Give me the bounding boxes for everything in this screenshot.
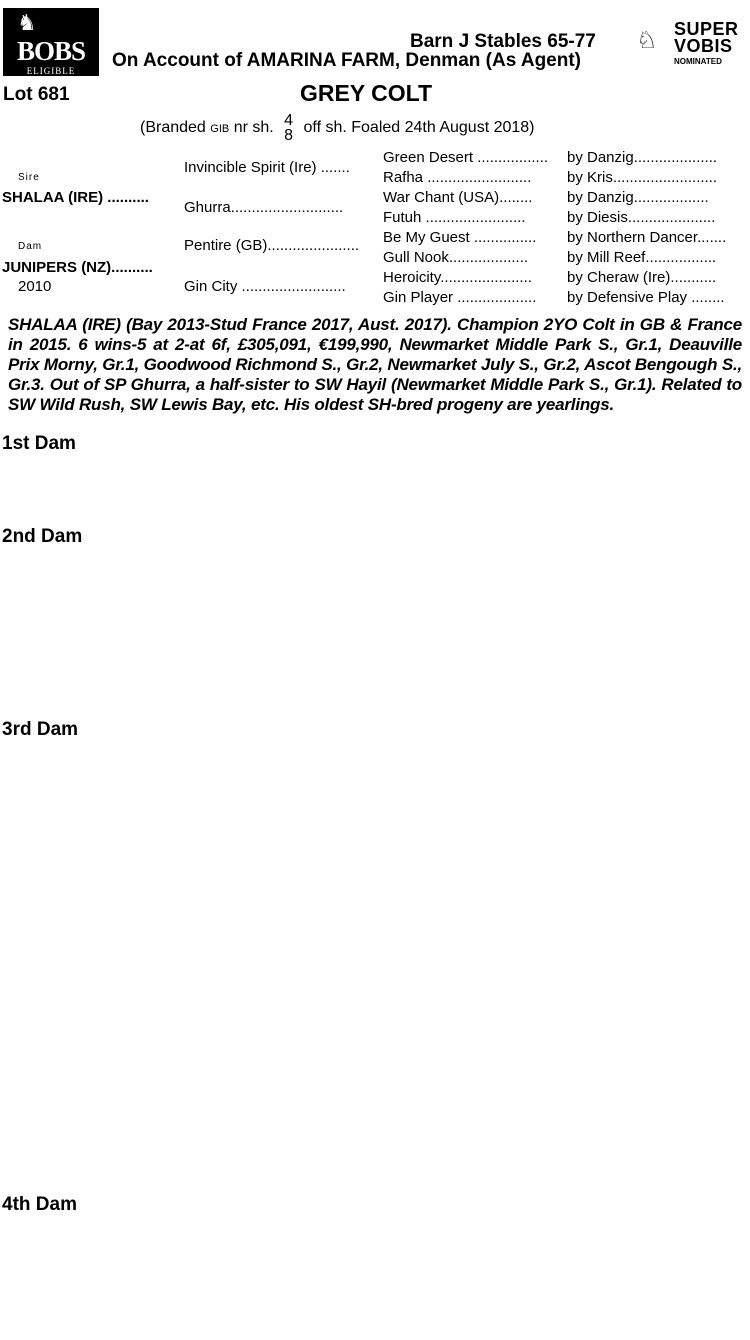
pedigree-g3-3: War Chant (USA)........ [383,189,533,206]
brand-suffix: off sh. Foaled 24th August 2018) [303,119,535,137]
dam-foaled-year: 2010 [18,278,52,295]
brand-near-shoulder: nr sh. [233,119,274,137]
pedigree-g3-2: Rafha ......................... [383,169,532,186]
pedigree-g3-6: Gull Nook................... [383,249,529,266]
brand-numerator: 4 [284,112,294,129]
pedigree-dam-sire: Pentire (GB)...................... [184,237,360,254]
pedigree-g3-4: Futuh ........................ [383,209,526,226]
stable-location: Barn J Stables 65-77 [410,31,596,52]
pedigree-g3-8: Gin Player ................... [383,289,537,306]
pedigree-g3-7: Heroicity...................... [383,269,532,286]
pedigree-g4-2: by Kris......................... [567,169,718,186]
horse-head-icon: ♘ [636,27,658,54]
section-heading-1st-dam: 1st Dam [2,433,76,454]
super-vobis-badge [636,20,746,68]
pedigree-granddam: Ghurra........................... [184,199,344,216]
horse-icon: ♞ [17,10,37,35]
bobs-eligible-logo [3,8,99,76]
brand-mark: GIB [210,123,230,136]
vendor-account: On Account of AMARINA FARM, Denman (As Agent) [112,50,581,71]
pedigree-grandsire: Invincible Spirit (Ire) ....... [184,159,350,176]
pedigree-g3-1: Green Desert ................. [383,149,549,166]
pedigree-g4-6: by Mill Reef................. [567,249,717,266]
badge-line-2: VOBIS [674,36,733,56]
brand-prefix: (Branded [140,119,206,137]
pedigree-g4-7: by Cheraw (Ire)........... [567,269,717,286]
lot-number: Lot 681 [3,84,70,105]
pedigree-g4-5: by Northern Dancer....... [567,229,727,246]
badge-line-1: SUPER [674,19,739,39]
pedigree-dam-dam: Gin City ......................... [184,278,346,295]
sire-label: Sire [18,172,40,183]
section-heading-4th-dam: 4th Dam [2,1194,77,1215]
brand-denominator: 8 [284,127,294,144]
dam-name: JUNIPERS (NZ).......... [2,259,153,276]
pedigree-g4-4: by Diesis..................... [567,209,716,226]
pedigree-g4-1: by Danzig.................... [567,149,718,166]
section-heading-2nd-dam: 2nd Dam [2,526,83,547]
logo-text: BOBS [16,36,86,66]
brand-details [140,113,535,143]
dam-label: Dam [18,241,43,252]
sire-biography: SHALAA (IRE) (Bay 2013-Stud France 2017, Aust. 2017). Champion 2YO Colt in GB & France in 2015. 6 wins-5 at 2-at 6f, £305,091, €199,990, Newmarket Middle Park S., Gr.1, Deauville Prix Morny, Gr.1, Goodwood Richmond S., Gr.2, Newmarket July S., Gr.2, Ascot Bengough S., Gr.3. Out of SP Ghurra, a half-sister to SW Hayil (Newmarket Middle Park S., Gr.1). Related to SW Wild Rush, SW Lewis Bay, etc. His oldest SH-bred progeny are yearlings. [8,315,742,414]
pedigree-g4-3: by Danzig.................. [567,189,709,206]
pedigree-g4-8: by Defensive Play ........ [567,289,725,306]
horse-title: GREY COLT [300,80,433,106]
pedigree-g3-5: Be My Guest ............... [383,229,537,246]
section-heading-3rd-dam: 3rd Dam [2,719,79,740]
logo-subtext: ELIGIBLE [26,66,76,76]
brand-fraction [284,113,293,143]
badge-line-3: NOMINATED [674,57,722,66]
sire-name: SHALAA (IRE) .......... [2,189,149,206]
